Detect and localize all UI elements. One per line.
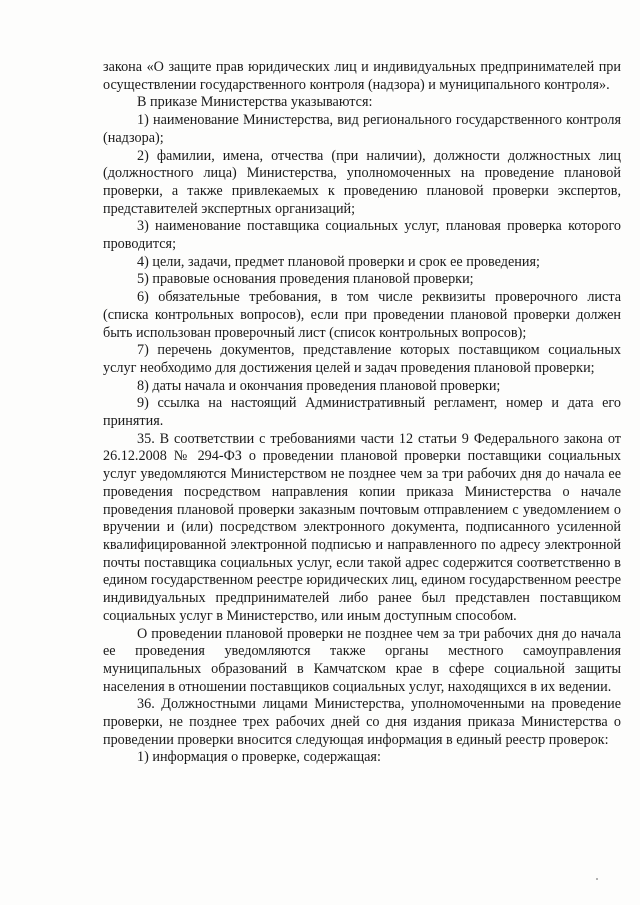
list-item-1: 1) наименование Министерства, вид регионального государственного контроля (надзора); — [103, 112, 621, 146]
list-item-36-1: 1) информация о проверке, содержащая: — [137, 749, 381, 766]
list-item-5: 5) правовые основания проведения плановой проверки; — [137, 271, 474, 288]
scan-speck — [596, 878, 598, 880]
paragraph-order-intro: В приказе Министерства указываются: — [137, 94, 373, 111]
list-item-4: 4) цели, задачи, предмет плановой проверки и срок ее проведения; — [137, 253, 540, 270]
list-item-8: 8) даты начала и окончания проведения плановой проверки; — [137, 377, 501, 394]
list-item-9: 9) ссылка на настоящий Административный регламент, номер и дата его принятия. — [103, 395, 621, 430]
paragraph-35: 35. В соответствии с требованиями части 12 статьи 9 Федерального закона от 26.12.2008 № 294-ФЗ о проведении плановой проверки поставщики социальных услуг уведомляются Министерством не позднее чем за три рабочих дня до начала ее проведения посредством направления копии приказа Министерства о начале проведения плановой проверки заказным почтовым отправлением с уведомлением о вручении и (или) посредством электронного документа, подписанного усиленной квалифицированной электронной подписью и направленного по адресу электронной почты поставщика социальных услуг, если такой адрес содержится соответственно в едином государственном реестре юридических лиц, едином государственном реестре индивидуальных предпринимателей либо ранее был представлен поставщиком социальных услуг в Министерство, или иным доступным способом. — [103, 430, 621, 624]
paragraph-36: 36. Должностными лицами Министерства, уполномоченными на проведение проверки, не позднее трех рабочих дней со дня издания приказа Министерства о проведении проверки вносится следующая информация в единый реестр проверок: — [103, 696, 621, 748]
document-body — [103, 59, 621, 767]
paragraph-law-continuation: закона «О защите прав юридических лиц и индивидуальных предпринимателей при осуществлении государственного контроля (надзора) и муниципального контроля». — [103, 59, 621, 93]
list-item-3: 3) наименование поставщика социальных услуг, плановая проверка которого проводится; — [103, 218, 621, 253]
list-item-2: 2) фамилии, имена, отчества (при наличии), должности должностных лиц (должностного лица) Министерства, уполномоченных на проведение плановой проверки, а также привлекаемых к проведению плановой проверки экспертов, представителей экспертных организаций; — [103, 147, 621, 217]
list-item-7: 7) перечень документов, представление которых поставщиком социальных услуг необходимо для достижения целей и задач проведения плановой проверки; — [103, 342, 621, 376]
list-item-6: 6) обязательные требования, в том числе реквизиты проверочного листа (списка контрольных вопросов), если при проведении плановой проверки должен быть использован проверочный лист (список контрольных вопросов); — [103, 289, 621, 341]
paragraph-35-notification: О проведении плановой проверки не позднее чем за три рабочих дня до начала ее проведения уведомляются также органы местного самоуправления муниципальных образований в Камчатском крае в сфере социальной защиты населения в отношении поставщиков социальных услуг, находящихся в их ведении. — [103, 625, 621, 695]
